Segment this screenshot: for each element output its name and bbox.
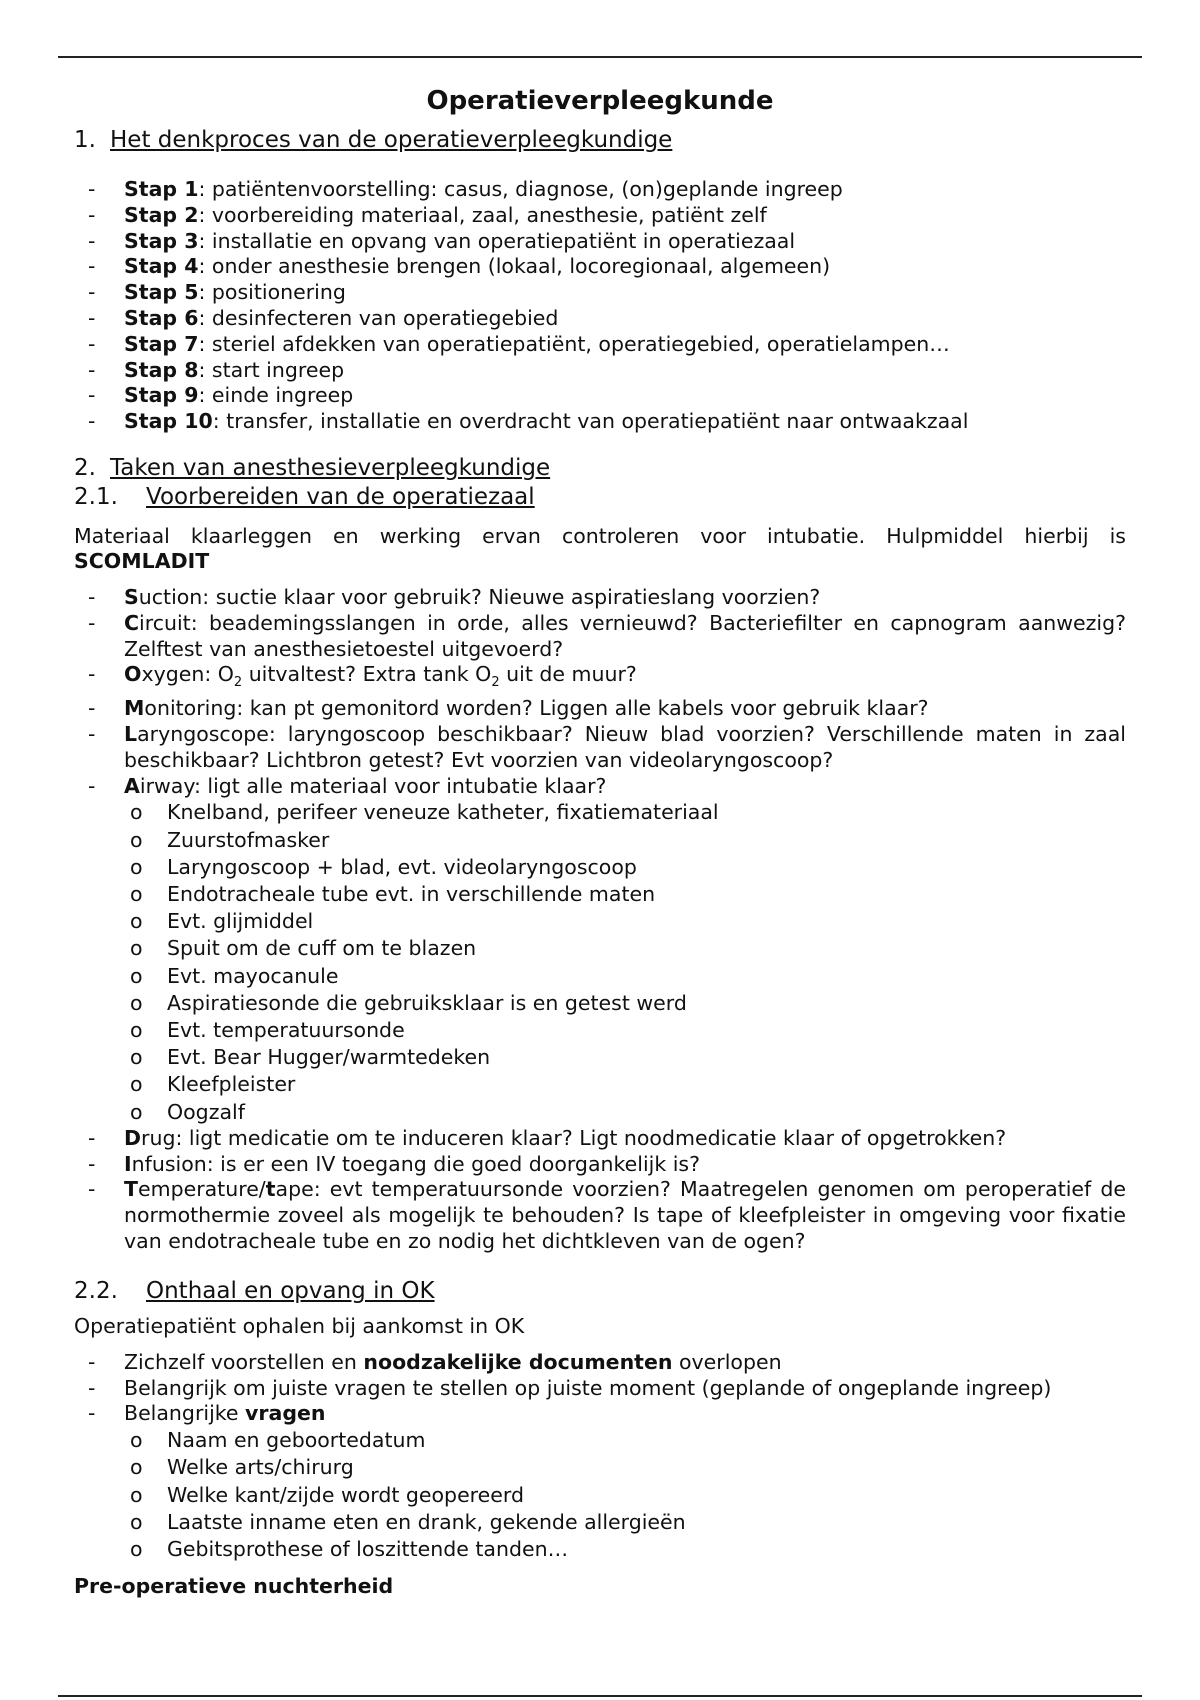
question-item: o Laatste inname eten en drank, gekende allergieën bbox=[74, 1509, 1126, 1536]
list-item: - Infusion: is er een IV toegang die goed doorgankelijk is? bbox=[74, 1152, 1126, 1178]
step-item: - Stap 10: transfer, installatie en overdracht van operatiepatiënt naar ontwaakzaal bbox=[74, 409, 1126, 435]
page-title: Operatieverpleegkunde bbox=[426, 86, 774, 116]
question-item: o Welke kant/zijde wordt geopereerd bbox=[74, 1482, 1126, 1509]
top-rule bbox=[58, 56, 1142, 58]
step-item: - Stap 7: steriel afdekken van operatiepatiënt, operatiegebied, operatielampen… bbox=[74, 332, 1126, 358]
airway-item: o Evt. mayocanule bbox=[74, 963, 1126, 990]
airway-item: o Aspiratiesonde die gebruiksklaar is en getest werd bbox=[74, 990, 1126, 1017]
reception-list bbox=[74, 1350, 1126, 1563]
section-2-1-intro: Materiaal klaarleggen en werking ervan controleren voor intubatie. Hulpmiddel hierbij is bbox=[74, 523, 1126, 548]
step-item: - Stap 1: patiëntenvoorstelling: casus, diagnose, (on)geplande ingreep bbox=[74, 177, 1126, 203]
airway-item: o Endotracheale tube evt. in verschillende maten bbox=[74, 881, 1126, 908]
step-item: - Stap 2: voorbereiding materiaal, zaal, anesthesie, patiënt zelf bbox=[74, 203, 1126, 229]
list-item: - Zichzelf voorstellen en noodzakelijke documenten overlopen bbox=[74, 1350, 1126, 1376]
list-item: - Belangrijk om juiste vragen te stellen op juiste moment (geplande of ongeplande ingreep) bbox=[74, 1376, 1126, 1402]
acronym: SCOMLADIT bbox=[74, 548, 210, 573]
list-item: - Monitoring: kan pt gemonitord worden? Liggen alle kabels voor gebruik klaar? bbox=[74, 696, 1126, 722]
section-2-2-heading: 2.2. Onthaal en opvang in OK bbox=[74, 1277, 435, 1304]
scomladit-list bbox=[74, 585, 1126, 1255]
list-item: - Oxygen: $O_2$ uitvaltest? Extra tank $O_2$ uit de muur? bbox=[74, 662, 1126, 696]
question-item: o Gebitsprothese of loszittende tanden… bbox=[74, 1536, 1126, 1563]
section-2-1-heading: 2.1. Voorbereiden van de operatiezaal bbox=[74, 483, 535, 510]
pre-op-heading: Pre-operatieve nuchterheid bbox=[74, 1574, 394, 1599]
question-item: o Naam en geboortedatum bbox=[74, 1427, 1126, 1454]
airway-item: o Evt. glijmiddel bbox=[74, 908, 1126, 935]
step-item: - Stap 8: start ingreep bbox=[74, 358, 1126, 384]
list-item: - Suction: suctie klaar voor gebruik? Nieuwe aspiratieslang voorzien? bbox=[74, 585, 1126, 611]
step-item: - Stap 5: positionering bbox=[74, 280, 1126, 306]
step-item: - Stap 6: desinfecteren van operatiegebied bbox=[74, 306, 1126, 332]
list-item: - Belangrijke vragen o Naam en geboortedatum o Welke arts/chirurg o Welke kant/zijde wordt geopereerd o Laatste inname eten en drank, gekende allergieën o Gebitsprothese of loszittende tanden… bbox=[74, 1401, 1126, 1563]
airway-item: o Knelband, perifeer veneuze katheter, fixatiemateriaal bbox=[74, 799, 1126, 826]
airway-item: o Evt. Bear Hugger/warmtedeken bbox=[74, 1044, 1126, 1071]
airway-sublist bbox=[74, 799, 1126, 1125]
step-item: - Stap 3: installatie en opvang van operatiepatiënt in operatiezaal bbox=[74, 229, 1126, 255]
document-page bbox=[74, 84, 1126, 1599]
step-item: - Stap 9: einde ingreep bbox=[74, 383, 1126, 409]
section-2-2-intro: Operatiepatiënt ophalen bij aankomst in OK bbox=[74, 1313, 525, 1338]
step-item: - Stap 4: onder anesthesie brengen (lokaal, locoregionaal, algemeen) bbox=[74, 254, 1126, 280]
steps-list bbox=[74, 177, 1126, 435]
list-item: - Temperature/tape: evt temperatuursonde voorzien? Maatregelen genomen om peroperatief de normothermie zoveel als mogelijk te behouden? Is tape of kleefpleister in omgeving voor fixatie van endotracheale tube en zo nodig het dichtkleven van de ogen? bbox=[74, 1177, 1126, 1254]
airway-item: o Zuurstofmasker bbox=[74, 827, 1126, 854]
section-1-heading: 1. Het denkproces van de operatieverpleegkundige bbox=[74, 127, 673, 153]
airway-item: o Kleefpleister bbox=[74, 1071, 1126, 1098]
airway-item: o Spuit om de cuff om te blazen bbox=[74, 935, 1126, 962]
list-item: - Laryngoscope: laryngoscoop beschikbaar? Nieuw blad voorzien? Verschillende maten in zaal beschikbaar? Lichtbron getest? Evt voorzien van videolaryngoscoop? bbox=[74, 722, 1126, 774]
airway-item: o Oogzalf bbox=[74, 1099, 1126, 1126]
question-item: o Welke arts/chirurg bbox=[74, 1454, 1126, 1481]
airway-item: o Laryngoscoop + blad, evt. videolaryngoscoop bbox=[74, 854, 1126, 881]
list-item: - Circuit: beademingsslangen in orde, alles vernieuwd? Bacteriefilter en capnogram aanwezig? Zelftest van anesthesietoestel uitgevoerd? bbox=[74, 611, 1126, 663]
list-item: - Airway: ligt alle materiaal voor intubatie klaar? o Knelband, perifeer veneuze katheter, fixatiemateriaal o Zuurstofmasker o Laryngoscoop + blad, evt. videolaryngoscoop o Endotracheale tube evt. in verschillende maten o Evt. glijmiddel o Spuit om de cuff om te blazen o Evt. mayocanule o Aspiratiesonde die gebruiksklaar is en getest werd o Evt. temperatuursonde o Evt. Bear Hugger/warmtedeken o Kleefpleister o Oogzalf bbox=[74, 774, 1126, 1126]
section-2-heading: 2. Taken van anesthesieverpleegkundige bbox=[74, 454, 551, 481]
bottom-rule bbox=[58, 1695, 1142, 1697]
questions-sublist bbox=[74, 1427, 1126, 1563]
airway-item: o Evt. temperatuursonde bbox=[74, 1017, 1126, 1044]
list-item: - Drug: ligt medicatie om te induceren klaar? Ligt noodmedicatie klaar of opgetrokken? bbox=[74, 1126, 1126, 1152]
